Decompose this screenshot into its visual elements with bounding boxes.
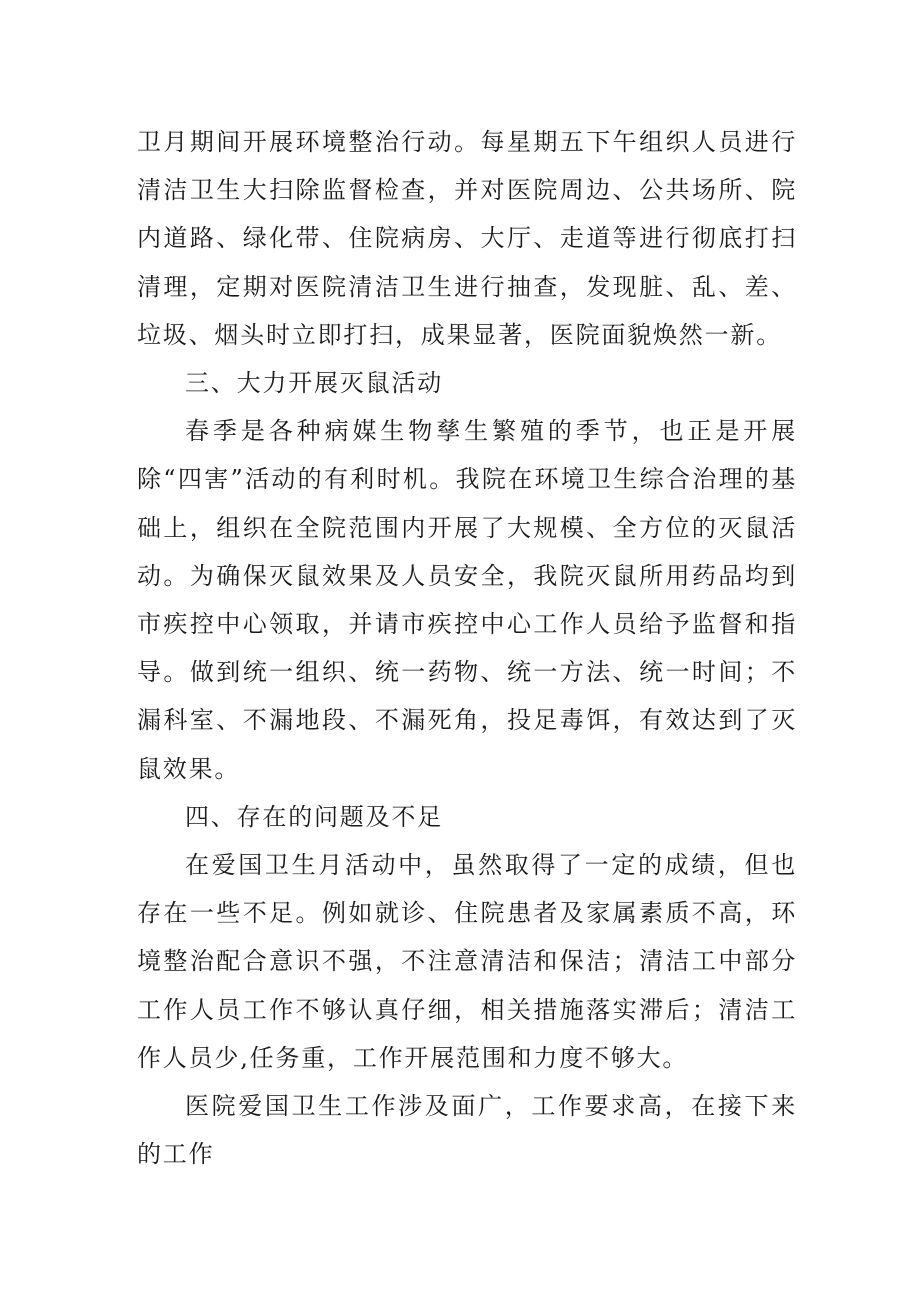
document-body — [137, 118, 797, 1178]
paragraph-environment-campaign: 卫月期间开展环境整治行动。每星期五下午组织人员进行清洁卫生大扫除监督检查，并对医院周边、公共场所、院内道路、绿化带、住院病房、大厅、走道等进行彻底打扫清理，定期对医院清洁卫生进行抽查，发现脏、乱、差、垃圾、烟头时立即打扫，成果显著，医院面貌焕然一新。 — [137, 128, 797, 349]
paragraph-problems: 在爱国卫生月活动中，虽然取得了一定的成绩，但也存在一些不足。例如就诊、住院患者及家属素质不高，环境整治配合意识不强，不注意清洁和保洁；清洁工中部分工作人员工作不够认真仔细，相关措施落实滞后；清洁工作人员少,任务重，工作开展范围和力度不够大。 — [137, 851, 797, 1072]
section-heading-rodent-control: 三、大力开展灭鼠活动 — [185, 369, 443, 398]
paragraph-rodent-control: 春季是各种病媒生物孳生繁殖的季节，也正是开展除“四害”活动的有利时机。我院在环境卫生综合治理的基础上，组织在全院范围内开展了大规模、全方位的灭鼠活动。为确保灭鼠效果及人员安全，我院灭鼠所用药品均到市疾控中心领取，并请市疾控中心工作人员给予监督和指导。做到统一组织、统一药物、统一方法、统一时间；不漏科室、不漏地段、不漏死角，投足毒饵，有效达到了灭鼠效果。 — [137, 417, 797, 783]
section-heading-problems: 四、存在的问题及不足 — [185, 802, 443, 831]
paragraph-next-steps: 医院爱国卫生工作涉及面广，工作要求高，在接下来的工作 — [137, 1092, 797, 1169]
